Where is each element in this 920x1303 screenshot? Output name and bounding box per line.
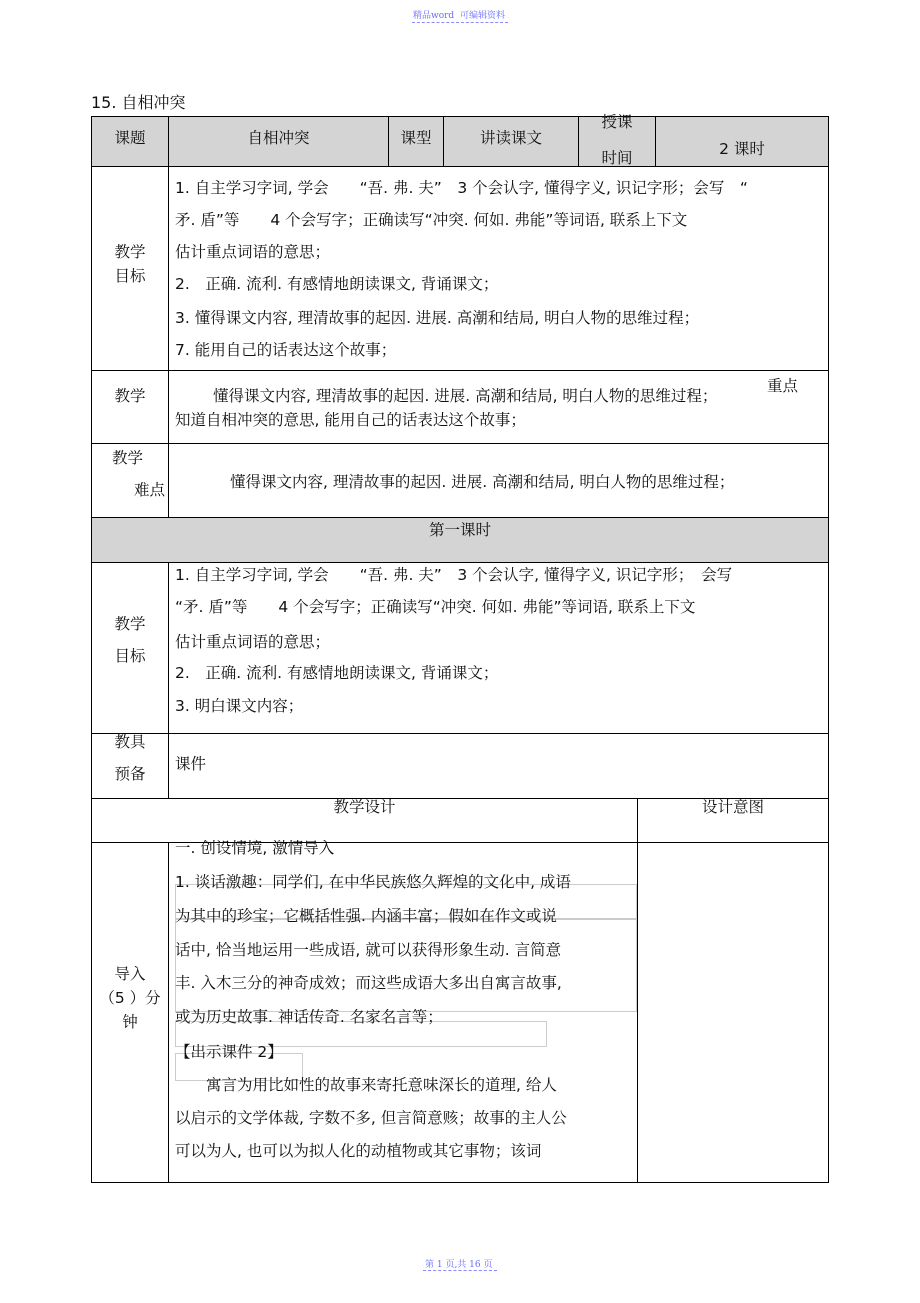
key-cell bbox=[168, 370, 829, 444]
intro-line: 以启示的文学体裁, 字数不多, 但言简意赅；故事的主人公 bbox=[175, 1109, 567, 1127]
diff-label-a: 教学 bbox=[112, 449, 144, 467]
footer-divider bbox=[423, 1270, 497, 1271]
goal-line: 矛. 盾”等 4 个会写字；正确读写“冲突. 何如. 弗能”等词语, 联系上下文 bbox=[175, 211, 688, 229]
goal-line: 3. 懂得课文内容, 理清故事的起因. 进展. 高潮和结局, 明白人物的思维过程； bbox=[175, 309, 700, 327]
intro-line: 1. 谈话激趣：同学们, 在中华民族悠久辉煌的文化中, 成语 bbox=[175, 873, 571, 891]
intro-line: 【出示课件 2】 bbox=[175, 1043, 283, 1061]
lesson1-title: 第一课时 bbox=[428, 521, 491, 539]
intro-line: 或为历史故事. 神话传奇. 名家名言等； bbox=[175, 1008, 443, 1026]
intro-line: 为其中的珍宝；它概括性强. 内涵丰富；假如在作文或说 bbox=[175, 907, 557, 925]
goal-line: 2. 正确. 流利. 有感情地朗读课文, 背诵课文； bbox=[175, 275, 499, 293]
intro-line: 丰. 入木三分的神奇成效；而这些成语大多出自寓言故事, bbox=[175, 974, 562, 992]
l1-goal-line: 3. 明白课文内容； bbox=[175, 697, 304, 715]
key-label: 教学 bbox=[114, 387, 146, 405]
tools-label-a: 教具 bbox=[114, 733, 146, 751]
intro-label-b: （5 ）分 bbox=[99, 989, 161, 1007]
intro-line: 一. 创设情境, 激情导入 bbox=[175, 839, 335, 857]
intro-intent-cell bbox=[637, 842, 829, 1183]
intro-line: 寓言为用比如性的故事来寄托意味深长的道理, 给人 bbox=[175, 1076, 557, 1094]
topic-value: 自相冲突 bbox=[247, 129, 310, 147]
label-topic: 课题 bbox=[114, 129, 146, 147]
l1-goal-line: 1. 自主学习字词, 学会 “吾. 弗. 夫” 3 个会认字, 懂得字义, 识记字形； 会写 bbox=[175, 566, 733, 584]
diff-text: 懂得课文内容, 理清故事的起因. 进展. 高潮和结局, 明白人物的思维过程； bbox=[230, 473, 735, 491]
intro-label-a: 导入 bbox=[114, 965, 146, 983]
goals-label-b: 目标 bbox=[114, 267, 146, 285]
doc-title: 15. 自相冲突 bbox=[91, 93, 186, 112]
header-left: 精品word bbox=[413, 11, 455, 21]
header-right: 可编辑资料 bbox=[460, 11, 506, 21]
label-time-a: 授课 bbox=[601, 113, 633, 131]
time-value: 2 课时 bbox=[719, 140, 765, 158]
header-divider bbox=[412, 22, 508, 23]
label-type: 课型 bbox=[400, 129, 432, 147]
l1-goal-line: 2. 正确. 流利. 有感情地朗读课文, 背诵课文； bbox=[175, 664, 499, 682]
tools-value: 课件 bbox=[175, 755, 207, 773]
type-value: 讲读课文 bbox=[479, 129, 542, 147]
tools-label-b: 预备 bbox=[114, 765, 146, 783]
goal-line: 7. 能用自己的话表达这个故事； bbox=[175, 341, 397, 359]
label-time-b: 时间 bbox=[601, 149, 633, 167]
goal-line: 1. 自主学习字词, 学会 “吾. 弗. 夫” 3 个会认字, 懂得字义, 识记字形；会写 “ bbox=[175, 179, 748, 197]
key-line: 懂得课文内容, 理清故事的起因. 进展. 高潮和结局, 明白人物的思维过程； bbox=[213, 387, 718, 405]
intro-line: 可以为人, 也可以为拟人化的动植物或其它事物；该词 bbox=[175, 1142, 542, 1160]
key-line: 知道自相冲突的意思, 能用自己的话表达这个故事； bbox=[175, 411, 526, 429]
goal-line: 估计重点词语的意思； bbox=[175, 243, 331, 261]
overlay-box bbox=[175, 918, 637, 1012]
l1-goal-line: “矛. 盾”等 4 个会写字；正确读写“冲突. 何如. 弗能”等词语, 联系上下文 bbox=[175, 598, 696, 616]
goals-label-a: 教学 bbox=[114, 243, 146, 261]
tools-cell bbox=[168, 733, 829, 799]
page-footer: 第 1 页,共 16 页 bbox=[425, 1260, 493, 1270]
intro-label-c: 钟 bbox=[122, 1013, 138, 1031]
intent-header: 设计意图 bbox=[701, 798, 764, 816]
key-label-cell bbox=[91, 370, 169, 444]
diff-label-b: 难点 bbox=[134, 481, 166, 499]
l1-goal-line: 估计重点词语的意思； bbox=[175, 633, 331, 651]
l1-goals-label-b: 目标 bbox=[114, 647, 146, 665]
key-label-tail: 重点 bbox=[767, 377, 799, 395]
l1-goals-label-a: 教学 bbox=[114, 615, 146, 633]
design-header: 教学设计 bbox=[333, 798, 396, 816]
intro-line: 话中, 恰当地运用一些成语, 就可以获得形象生动. 言简意 bbox=[175, 941, 562, 959]
